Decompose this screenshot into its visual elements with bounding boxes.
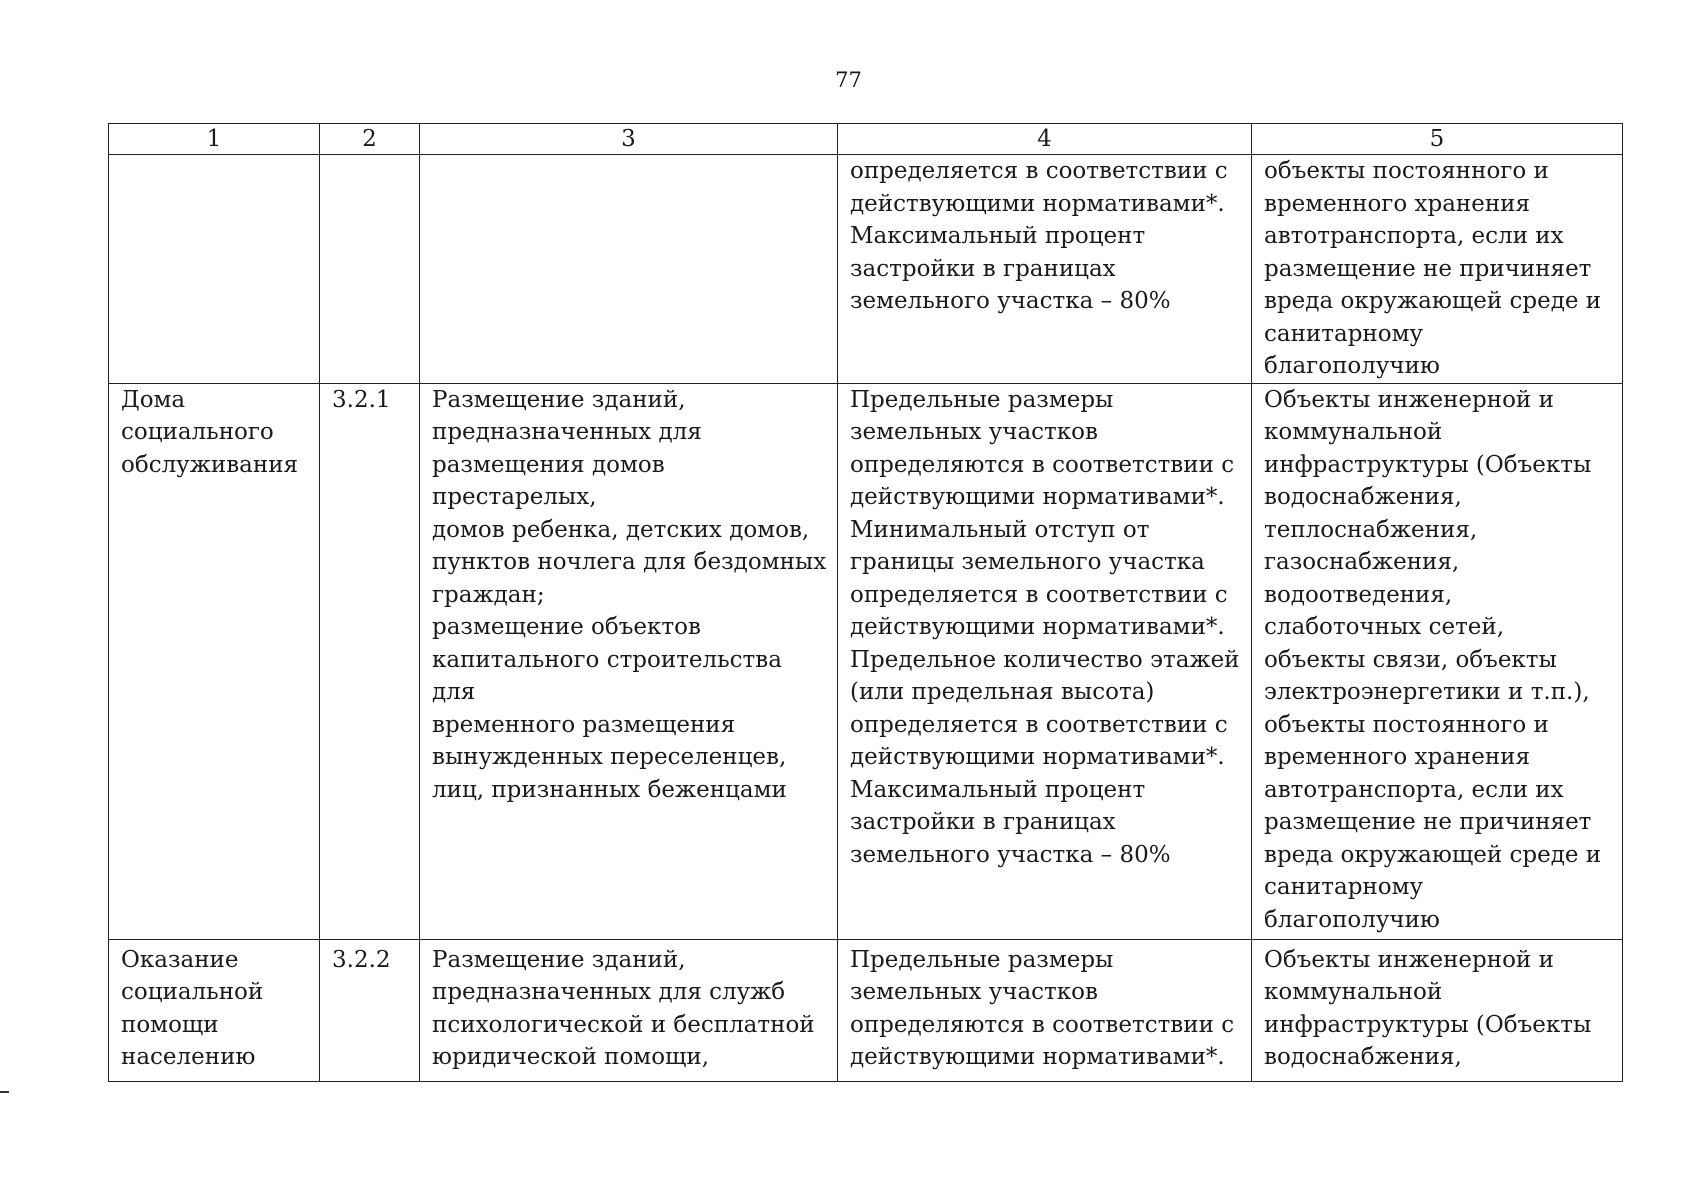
scan-edge-mark	[0, 1091, 9, 1093]
page-number: 77	[835, 68, 862, 92]
land-use-table	[108, 123, 1623, 1082]
column-header-5: 5	[1252, 124, 1623, 155]
use-name-cell: Дома социального обслуживания	[109, 383, 320, 939]
use-name-cell	[109, 155, 320, 384]
auxiliary-uses-cell: Объекты инженерной и коммунальной инфраструктуры (Объекты водоснабжения,	[1252, 939, 1623, 1081]
parameters-cell: Предельные размеры земельных участков определяются в соответствии с действующими нормативами*. Минимальный отступ от границы земельного участка определяется в соответствии с действующими нормативами*. Предельное количество этажей (или предельная высота) определяется в соответствии с действующими нормативами*. Максимальный процент застройки в границах земельного участка – 80%	[838, 383, 1252, 939]
use-code-cell: 3.2.2	[320, 939, 420, 1081]
column-header-3: 3	[420, 124, 838, 155]
use-name-cell: Оказание социальной помощи населению	[109, 939, 320, 1081]
parameters-cell: определяется в соответствии с действующими нормативами*. Максимальный процент застройки в границах земельного участка – 80%	[838, 155, 1252, 384]
column-header-2: 2	[320, 124, 420, 155]
parameters-cell: Предельные размеры земельных участков определяются в соответствии с действующими нормативами*.	[838, 939, 1252, 1081]
table-row	[109, 939, 1623, 1081]
header-row	[109, 124, 1623, 155]
use-description-cell	[420, 155, 838, 384]
use-code-cell: 3.2.1	[320, 383, 420, 939]
use-description-cell: Размещение зданий, предназначенных для размещения домов престарелых, домов ребенка, детских домов, пунктов ночлега для бездомных граждан; размещение объектов капитального строительства для временного размещения вынужденных переселенцев, лиц, признанных беженцами	[420, 383, 838, 939]
auxiliary-uses-cell: объекты постоянного и временного хранения автотранспорта, если их размещение не причиняет вреда окружающей среде и санитарному благополучию	[1252, 155, 1623, 384]
table-row	[109, 155, 1623, 384]
auxiliary-uses-cell: Объекты инженерной и коммунальной инфраструктуры (Объекты водоснабжения, теплоснабжения, газоснабжения, водоотведения, слаботочных сетей, объекты связи, объекты электроэнергетики и т.п.), объекты постоянного и временного хранения автотранспорта, если их размещение не причиняет вреда окружающей среде и санитарному благополучию	[1252, 383, 1623, 939]
column-header-1: 1	[109, 124, 320, 155]
use-code-cell	[320, 155, 420, 384]
column-header-4: 4	[838, 124, 1252, 155]
table-row	[109, 383, 1623, 939]
use-description-cell: Размещение зданий, предназначенных для служб психологической и бесплатной юридической помощи,	[420, 939, 838, 1081]
